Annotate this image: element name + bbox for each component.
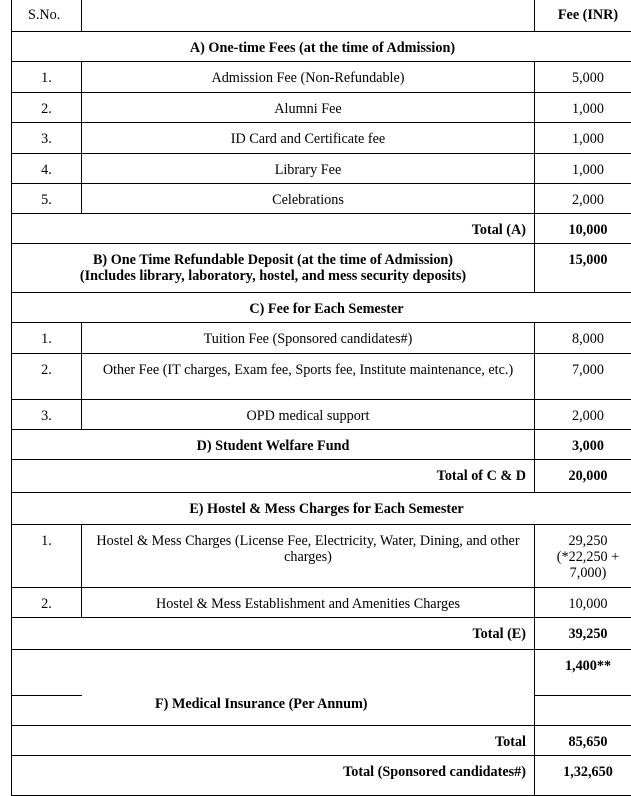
- section-c-title: C) Fee for Each Semester: [12, 293, 631, 323]
- section-b-fee: 15,000: [535, 244, 631, 293]
- header-description: [82, 0, 535, 32]
- section-b-title-line1: B) One Time Refundable Deposit (at the time of Admission): [20, 252, 526, 268]
- row-sno: 1.: [12, 62, 82, 93]
- table-row: [12, 525, 631, 588]
- row-sno: 1.: [12, 323, 82, 354]
- table-row: [12, 184, 631, 214]
- section-e-row: [12, 493, 631, 525]
- row-fee: 2,000: [535, 184, 631, 214]
- total-a-row: [12, 214, 631, 244]
- row-sno: 3.: [12, 400, 82, 430]
- row-description: Library Fee: [82, 154, 535, 184]
- row-sno: 2.: [12, 354, 82, 400]
- row-fee: 8,000: [535, 323, 631, 354]
- row-description: Celebrations: [82, 184, 535, 214]
- row-sno: 1.: [12, 525, 82, 588]
- total-cd-row: [12, 460, 631, 493]
- row-fee: 1,000: [535, 93, 631, 123]
- section-f-spacer: [12, 650, 82, 696]
- section-e-title: E) Hostel & Mess Charges for Each Semester: [12, 493, 631, 525]
- fee-table: [11, 0, 631, 796]
- sponsored-total-value: 1,32,650: [535, 756, 631, 796]
- section-b-row: [12, 244, 631, 293]
- grand-total-value: 85,650: [535, 726, 631, 756]
- total-e-row: [12, 618, 631, 650]
- grand-total-row: [12, 726, 631, 756]
- row-sno: 5.: [12, 184, 82, 214]
- section-f-title-row: [12, 696, 631, 726]
- section-f-title: F) Medical Insurance (Per Annum): [12, 696, 535, 726]
- row-sno: 4.: [12, 154, 82, 184]
- row-sno: 2.: [12, 588, 82, 618]
- sponsored-total-row: [12, 756, 631, 796]
- total-a-value: 10,000: [535, 214, 631, 244]
- row-sno: 3.: [12, 123, 82, 154]
- row-description: Admission Fee (Non-Refundable): [82, 62, 535, 93]
- row-fee: 5,000: [535, 62, 631, 93]
- total-cd-value: 20,000: [535, 460, 631, 493]
- row-fee-line2: (*22,250 +: [543, 549, 631, 565]
- table-row: [12, 354, 631, 400]
- table-row: [12, 93, 631, 123]
- section-b-title-line2: (Includes library, laboratory, hostel, and mess security deposits): [20, 268, 526, 284]
- header-fee: Fee (INR): [535, 0, 631, 32]
- header-sno: S.No.: [12, 0, 82, 32]
- row-description: OPD medical support: [82, 400, 535, 430]
- section-f-blank: [82, 650, 535, 696]
- section-f-fee: 1,400**: [535, 650, 631, 696]
- sponsored-total-label: Total (Sponsored candidates#): [12, 756, 535, 796]
- row-fee: 2,000: [535, 400, 631, 430]
- total-e-value: 39,250: [535, 618, 631, 650]
- row-fee: 10,000: [535, 588, 631, 618]
- row-fee-line3: 7,000): [543, 565, 631, 581]
- section-b-title: [12, 244, 535, 293]
- row-fee: 1,000: [535, 154, 631, 184]
- table-row: [12, 323, 631, 354]
- table-row: [12, 400, 631, 430]
- row-description: ID Card and Certificate fee: [82, 123, 535, 154]
- section-a-title: A) One-time Fees (at the time of Admission): [12, 32, 631, 62]
- row-fee: 7,000: [535, 354, 631, 400]
- total-e-label: Total (E): [12, 618, 535, 650]
- row-sno: 2.: [12, 93, 82, 123]
- section-a-row: [12, 32, 631, 62]
- section-f-fee-spacer: [535, 696, 631, 726]
- row-description: Hostel & Mess Establishment and Amenities Charges: [82, 588, 535, 618]
- row-fee-line1: 29,250: [543, 533, 631, 549]
- section-d-fee: 3,000: [535, 430, 631, 460]
- row-fee: 1,000: [535, 123, 631, 154]
- table-row: [12, 588, 631, 618]
- total-cd-label: Total of C & D: [12, 460, 535, 493]
- row-description: Tuition Fee (Sponsored candidates#): [82, 323, 535, 354]
- row-description: Hostel & Mess Charges (License Fee, Electricity, Water, Dining, and other charges): [82, 525, 535, 588]
- row-fee: [535, 525, 631, 588]
- section-d-row: [12, 430, 631, 460]
- table-row: [12, 123, 631, 154]
- table-header-row: [12, 0, 631, 32]
- grand-total-label: Total: [12, 726, 535, 756]
- section-f-row: [12, 650, 631, 696]
- row-description: Other Fee (IT charges, Exam fee, Sports fee, Institute maintenance, etc.): [82, 354, 535, 400]
- row-description: Alumni Fee: [82, 93, 535, 123]
- section-d-title: D) Student Welfare Fund: [12, 430, 535, 460]
- table-row: [12, 62, 631, 93]
- section-c-row: [12, 293, 631, 323]
- table-row: [12, 154, 631, 184]
- total-a-label: Total (A): [12, 214, 535, 244]
